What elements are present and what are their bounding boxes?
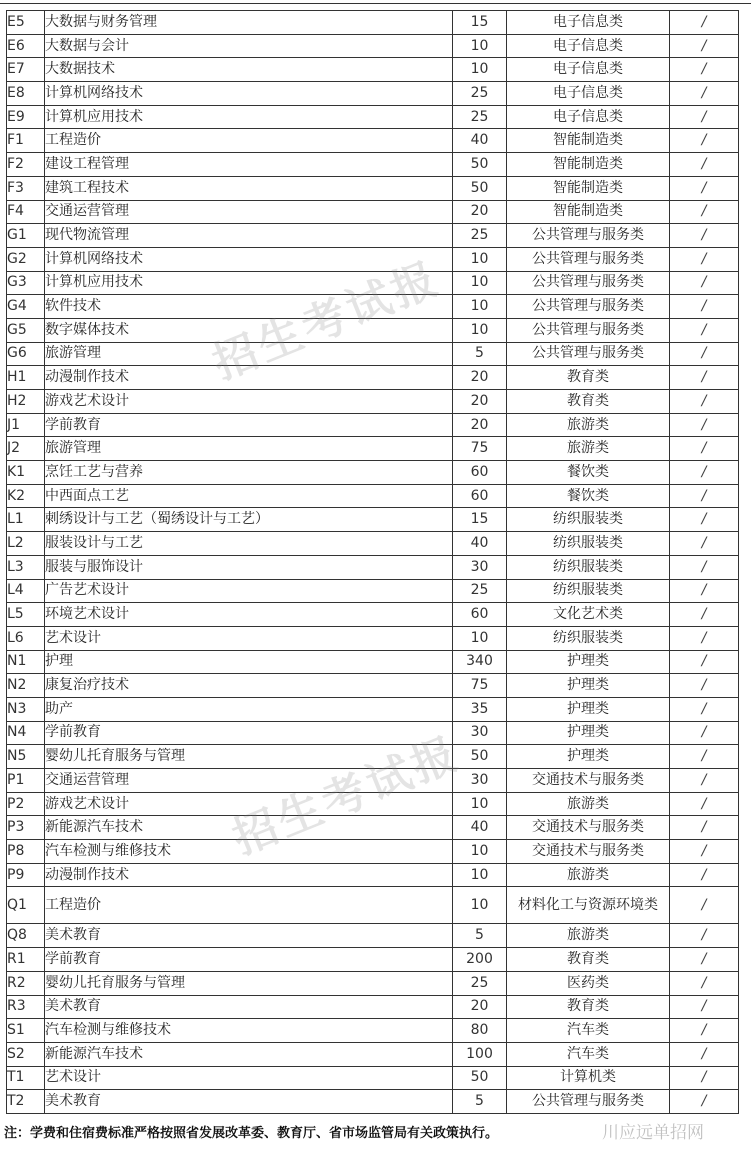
row-category: 教育类 [507, 948, 670, 972]
row-program-name: 汽车检测与维修技术 [45, 840, 453, 864]
row-category: 材料化工与资源环境类 [507, 887, 670, 924]
row-remark: / [670, 650, 739, 674]
row-program-name: 游戏艺术设计 [45, 792, 453, 816]
row-enrollment-count: 340 [453, 650, 507, 674]
row-program-name: 旅游管理 [45, 437, 453, 461]
row-code: H2 [7, 390, 45, 414]
row-program-name: 旅游管理 [45, 342, 453, 366]
row-program-name: 学前教育 [45, 721, 453, 745]
table-row [7, 153, 739, 177]
row-code: N5 [7, 745, 45, 769]
row-category: 公共管理与服务类 [507, 224, 670, 248]
row-category: 餐饮类 [507, 461, 670, 485]
row-program-name: 学前教育 [45, 948, 453, 972]
table-row [7, 816, 739, 840]
row-remark: / [670, 105, 739, 129]
table-row [7, 390, 739, 414]
row-enrollment-count: 25 [453, 971, 507, 995]
row-remark: / [670, 948, 739, 972]
table-row [7, 342, 739, 366]
row-code: Q8 [7, 924, 45, 948]
row-remark: / [670, 247, 739, 271]
row-code: L6 [7, 626, 45, 650]
row-category: 纺织服装类 [507, 555, 670, 579]
row-code: E6 [7, 34, 45, 58]
row-program-name: 动漫制作技术 [45, 366, 453, 390]
row-program-name: 现代物流管理 [45, 224, 453, 248]
row-category: 交通技术与服务类 [507, 840, 670, 864]
row-program-name: 建筑工程技术 [45, 176, 453, 200]
row-enrollment-count: 60 [453, 484, 507, 508]
row-enrollment-count: 50 [453, 176, 507, 200]
row-category: 电子信息类 [507, 82, 670, 106]
table-row [7, 971, 739, 995]
table-row [7, 1090, 739, 1114]
row-code: F3 [7, 176, 45, 200]
row-category: 交通技术与服务类 [507, 769, 670, 793]
row-program-name: 美术教育 [45, 995, 453, 1019]
row-remark: / [670, 792, 739, 816]
row-code: S1 [7, 1019, 45, 1043]
table-row [7, 924, 739, 948]
table-row [7, 224, 739, 248]
row-code: P2 [7, 792, 45, 816]
row-enrollment-count: 200 [453, 948, 507, 972]
row-category: 旅游类 [507, 924, 670, 948]
row-category: 医药类 [507, 971, 670, 995]
row-enrollment-count: 40 [453, 816, 507, 840]
row-code: G3 [7, 271, 45, 295]
row-remark: / [670, 342, 739, 366]
row-category: 教育类 [507, 995, 670, 1019]
row-enrollment-count: 75 [453, 674, 507, 698]
row-code: S2 [7, 1042, 45, 1066]
row-enrollment-count: 35 [453, 697, 507, 721]
row-enrollment-count: 10 [453, 295, 507, 319]
row-enrollment-count: 60 [453, 461, 507, 485]
row-category: 电子信息类 [507, 11, 670, 35]
top-rule [0, 3, 751, 4]
row-code: G6 [7, 342, 45, 366]
row-program-name: 计算机应用技术 [45, 105, 453, 129]
row-category: 电子信息类 [507, 105, 670, 129]
row-remark: / [670, 924, 739, 948]
row-category: 护理类 [507, 674, 670, 698]
row-program-name: 广告艺术设计 [45, 579, 453, 603]
table-row [7, 129, 739, 153]
row-enrollment-count: 20 [453, 995, 507, 1019]
row-category: 纺织服装类 [507, 532, 670, 556]
row-program-name: 工程造价 [45, 129, 453, 153]
row-category: 旅游类 [507, 413, 670, 437]
row-remark: / [670, 295, 739, 319]
row-category: 纺织服装类 [507, 508, 670, 532]
row-code: L5 [7, 603, 45, 627]
row-remark: / [670, 11, 739, 35]
row-remark: / [670, 697, 739, 721]
row-remark: / [670, 745, 739, 769]
row-code: R3 [7, 995, 45, 1019]
row-code: J2 [7, 437, 45, 461]
row-program-name: 大数据与财务管理 [45, 11, 453, 35]
row-enrollment-count: 40 [453, 532, 507, 556]
footnote: 注：学费和住宿费标准严格按照省发展改革委、教育厅、省市场监管局有关政策执行。 [4, 1126, 499, 1141]
table-row [7, 508, 739, 532]
row-program-name: 游戏艺术设计 [45, 390, 453, 414]
row-remark: / [670, 271, 739, 295]
row-enrollment-count: 15 [453, 508, 507, 532]
table-row [7, 413, 739, 437]
row-enrollment-count: 80 [453, 1019, 507, 1043]
row-enrollment-count: 10 [453, 247, 507, 271]
row-remark: / [670, 153, 739, 177]
row-remark: / [670, 769, 739, 793]
row-category: 公共管理与服务类 [507, 1090, 670, 1114]
row-enrollment-count: 25 [453, 82, 507, 106]
row-category: 旅游类 [507, 792, 670, 816]
row-enrollment-count: 20 [453, 390, 507, 414]
table-row [7, 948, 739, 972]
row-enrollment-count: 20 [453, 200, 507, 224]
row-enrollment-count: 10 [453, 58, 507, 82]
row-program-name: 计算机应用技术 [45, 271, 453, 295]
row-code: G1 [7, 224, 45, 248]
row-program-name: 美术教育 [45, 924, 453, 948]
row-code: T1 [7, 1066, 45, 1090]
row-category: 餐饮类 [507, 484, 670, 508]
table-row [7, 34, 739, 58]
row-enrollment-count: 10 [453, 863, 507, 887]
row-remark: / [670, 390, 739, 414]
row-code: P9 [7, 863, 45, 887]
row-remark: / [670, 437, 739, 461]
row-enrollment-count: 5 [453, 1090, 507, 1114]
table-row [7, 176, 739, 200]
table-row [7, 603, 739, 627]
row-remark: / [670, 555, 739, 579]
row-code: Q1 [7, 887, 45, 924]
row-remark: / [670, 366, 739, 390]
row-category: 旅游类 [507, 437, 670, 461]
row-remark: / [670, 1042, 739, 1066]
row-enrollment-count: 20 [453, 366, 507, 390]
table-row [7, 887, 739, 924]
row-code: F1 [7, 129, 45, 153]
table-body [7, 11, 739, 1114]
row-enrollment-count: 10 [453, 840, 507, 864]
row-enrollment-count: 20 [453, 413, 507, 437]
row-enrollment-count: 100 [453, 1042, 507, 1066]
row-enrollment-count: 15 [453, 11, 507, 35]
row-program-name: 动漫制作技术 [45, 863, 453, 887]
row-program-name: 刺绣设计与工艺（蜀绣设计与工艺） [45, 508, 453, 532]
row-remark: / [670, 224, 739, 248]
row-program-name: 护理 [45, 650, 453, 674]
row-remark: / [670, 863, 739, 887]
row-program-name: 工程造价 [45, 887, 453, 924]
row-enrollment-count: 50 [453, 1066, 507, 1090]
table-row [7, 58, 739, 82]
row-category: 护理类 [507, 745, 670, 769]
table-row [7, 366, 739, 390]
row-code: L3 [7, 555, 45, 579]
table-row [7, 1019, 739, 1043]
row-remark: / [670, 82, 739, 106]
row-program-name: 大数据与会计 [45, 34, 453, 58]
row-remark: / [670, 603, 739, 627]
table-row [7, 579, 739, 603]
row-code: R1 [7, 948, 45, 972]
row-remark: / [670, 58, 739, 82]
row-remark: / [670, 816, 739, 840]
row-category: 教育类 [507, 366, 670, 390]
row-code: P1 [7, 769, 45, 793]
row-remark: / [670, 318, 739, 342]
row-enrollment-count: 30 [453, 721, 507, 745]
row-program-name: 服装设计与工艺 [45, 532, 453, 556]
row-category: 公共管理与服务类 [507, 318, 670, 342]
row-remark: / [670, 840, 739, 864]
row-enrollment-count: 10 [453, 626, 507, 650]
row-code: G5 [7, 318, 45, 342]
row-enrollment-count: 25 [453, 579, 507, 603]
row-code: G2 [7, 247, 45, 271]
row-remark: / [670, 484, 739, 508]
row-program-name: 婴幼儿托育服务与管理 [45, 745, 453, 769]
row-program-name: 大数据技术 [45, 58, 453, 82]
table-row [7, 461, 739, 485]
row-code: N2 [7, 674, 45, 698]
row-remark: / [670, 532, 739, 556]
row-program-name: 计算机网络技术 [45, 82, 453, 106]
row-remark: / [670, 971, 739, 995]
row-enrollment-count: 40 [453, 129, 507, 153]
row-program-name: 美术教育 [45, 1090, 453, 1114]
row-code: L1 [7, 508, 45, 532]
row-remark: / [670, 579, 739, 603]
row-category: 护理类 [507, 697, 670, 721]
row-code: N1 [7, 650, 45, 674]
table-row [7, 200, 739, 224]
row-category: 电子信息类 [507, 34, 670, 58]
table-row [7, 532, 739, 556]
row-category: 纺织服装类 [507, 579, 670, 603]
row-program-name: 建设工程管理 [45, 153, 453, 177]
row-enrollment-count: 30 [453, 555, 507, 579]
row-code: K1 [7, 461, 45, 485]
table-row [7, 484, 739, 508]
row-enrollment-count: 25 [453, 105, 507, 129]
row-remark: / [670, 626, 739, 650]
row-remark: / [670, 129, 739, 153]
row-program-name: 学前教育 [45, 413, 453, 437]
row-program-name: 服装与服饰设计 [45, 555, 453, 579]
row-category: 纺织服装类 [507, 626, 670, 650]
row-category: 公共管理与服务类 [507, 342, 670, 366]
row-remark: / [670, 1019, 739, 1043]
table-row [7, 1066, 739, 1090]
row-enrollment-count: 5 [453, 342, 507, 366]
row-remark: / [670, 200, 739, 224]
table-row [7, 840, 739, 864]
row-code: N3 [7, 697, 45, 721]
row-program-name: 新能源汽车技术 [45, 816, 453, 840]
row-enrollment-count: 10 [453, 792, 507, 816]
table-row [7, 650, 739, 674]
table-row [7, 995, 739, 1019]
row-code: J1 [7, 413, 45, 437]
row-code: G4 [7, 295, 45, 319]
admission-plan-table [6, 10, 739, 1114]
row-category: 教育类 [507, 390, 670, 414]
table-row [7, 721, 739, 745]
row-enrollment-count: 50 [453, 745, 507, 769]
row-category: 智能制造类 [507, 129, 670, 153]
row-code: E8 [7, 82, 45, 106]
row-remark: / [670, 1090, 739, 1114]
row-remark: / [670, 887, 739, 924]
row-program-name: 汽车检测与维修技术 [45, 1019, 453, 1043]
stamp-watermark-lower: 招生考试报 [225, 727, 468, 865]
row-category: 护理类 [507, 650, 670, 674]
row-enrollment-count: 10 [453, 34, 507, 58]
row-code: K2 [7, 484, 45, 508]
table-row [7, 626, 739, 650]
row-enrollment-count: 10 [453, 887, 507, 924]
row-code: F2 [7, 153, 45, 177]
row-code: P3 [7, 816, 45, 840]
row-category: 公共管理与服务类 [507, 271, 670, 295]
row-enrollment-count: 30 [453, 769, 507, 793]
row-remark: / [670, 721, 739, 745]
row-code: E7 [7, 58, 45, 82]
table-row [7, 863, 739, 887]
row-program-name: 计算机网络技术 [45, 247, 453, 271]
row-code: T2 [7, 1090, 45, 1114]
row-category: 公共管理与服务类 [507, 247, 670, 271]
row-remark: / [670, 176, 739, 200]
row-program-name: 婴幼儿托育服务与管理 [45, 971, 453, 995]
row-category: 智能制造类 [507, 153, 670, 177]
row-program-name: 中西面点工艺 [45, 484, 453, 508]
row-program-name: 环境艺术设计 [45, 603, 453, 627]
row-program-name: 新能源汽车技术 [45, 1042, 453, 1066]
row-program-name: 软件技术 [45, 295, 453, 319]
row-code: L2 [7, 532, 45, 556]
row-remark: / [670, 461, 739, 485]
row-remark: / [670, 995, 739, 1019]
stamp-watermark: 招生考试报 [205, 252, 448, 390]
row-program-name: 交通运营管理 [45, 200, 453, 224]
row-enrollment-count: 10 [453, 271, 507, 295]
row-code: F4 [7, 200, 45, 224]
row-program-name: 数字媒体技术 [45, 318, 453, 342]
row-category: 智能制造类 [507, 176, 670, 200]
row-category: 旅游类 [507, 863, 670, 887]
row-category: 汽车类 [507, 1042, 670, 1066]
row-enrollment-count: 60 [453, 603, 507, 627]
row-category: 交通技术与服务类 [507, 816, 670, 840]
row-category: 文化艺术类 [507, 603, 670, 627]
row-category: 护理类 [507, 721, 670, 745]
row-code: H1 [7, 366, 45, 390]
table-row [7, 697, 739, 721]
table-row [7, 82, 739, 106]
table-row [7, 105, 739, 129]
row-code: E9 [7, 105, 45, 129]
row-category: 计算机类 [507, 1066, 670, 1090]
site-watermark: 川应远单招网 [602, 1123, 704, 1143]
table-row [7, 674, 739, 698]
row-remark: / [670, 34, 739, 58]
row-remark: / [670, 508, 739, 532]
row-code: R2 [7, 971, 45, 995]
row-code: L4 [7, 579, 45, 603]
row-enrollment-count: 5 [453, 924, 507, 948]
row-code: P8 [7, 840, 45, 864]
row-remark: / [670, 674, 739, 698]
row-code: N4 [7, 721, 45, 745]
row-program-name: 艺术设计 [45, 1066, 453, 1090]
row-program-name: 康复治疗技术 [45, 674, 453, 698]
row-enrollment-count: 10 [453, 318, 507, 342]
row-category: 公共管理与服务类 [507, 295, 670, 319]
row-category: 汽车类 [507, 1019, 670, 1043]
row-remark: / [670, 1066, 739, 1090]
row-enrollment-count: 25 [453, 224, 507, 248]
row-code: E5 [7, 11, 45, 35]
row-program-name: 艺术设计 [45, 626, 453, 650]
table-row [7, 555, 739, 579]
row-category: 智能制造类 [507, 200, 670, 224]
row-category: 电子信息类 [507, 58, 670, 82]
table-row [7, 1042, 739, 1066]
row-program-name: 助产 [45, 697, 453, 721]
table-row [7, 437, 739, 461]
row-enrollment-count: 75 [453, 437, 507, 461]
row-program-name: 烹饪工艺与营养 [45, 461, 453, 485]
row-program-name: 交通运营管理 [45, 769, 453, 793]
row-remark: / [670, 413, 739, 437]
row-enrollment-count: 50 [453, 153, 507, 177]
table-row [7, 11, 739, 35]
